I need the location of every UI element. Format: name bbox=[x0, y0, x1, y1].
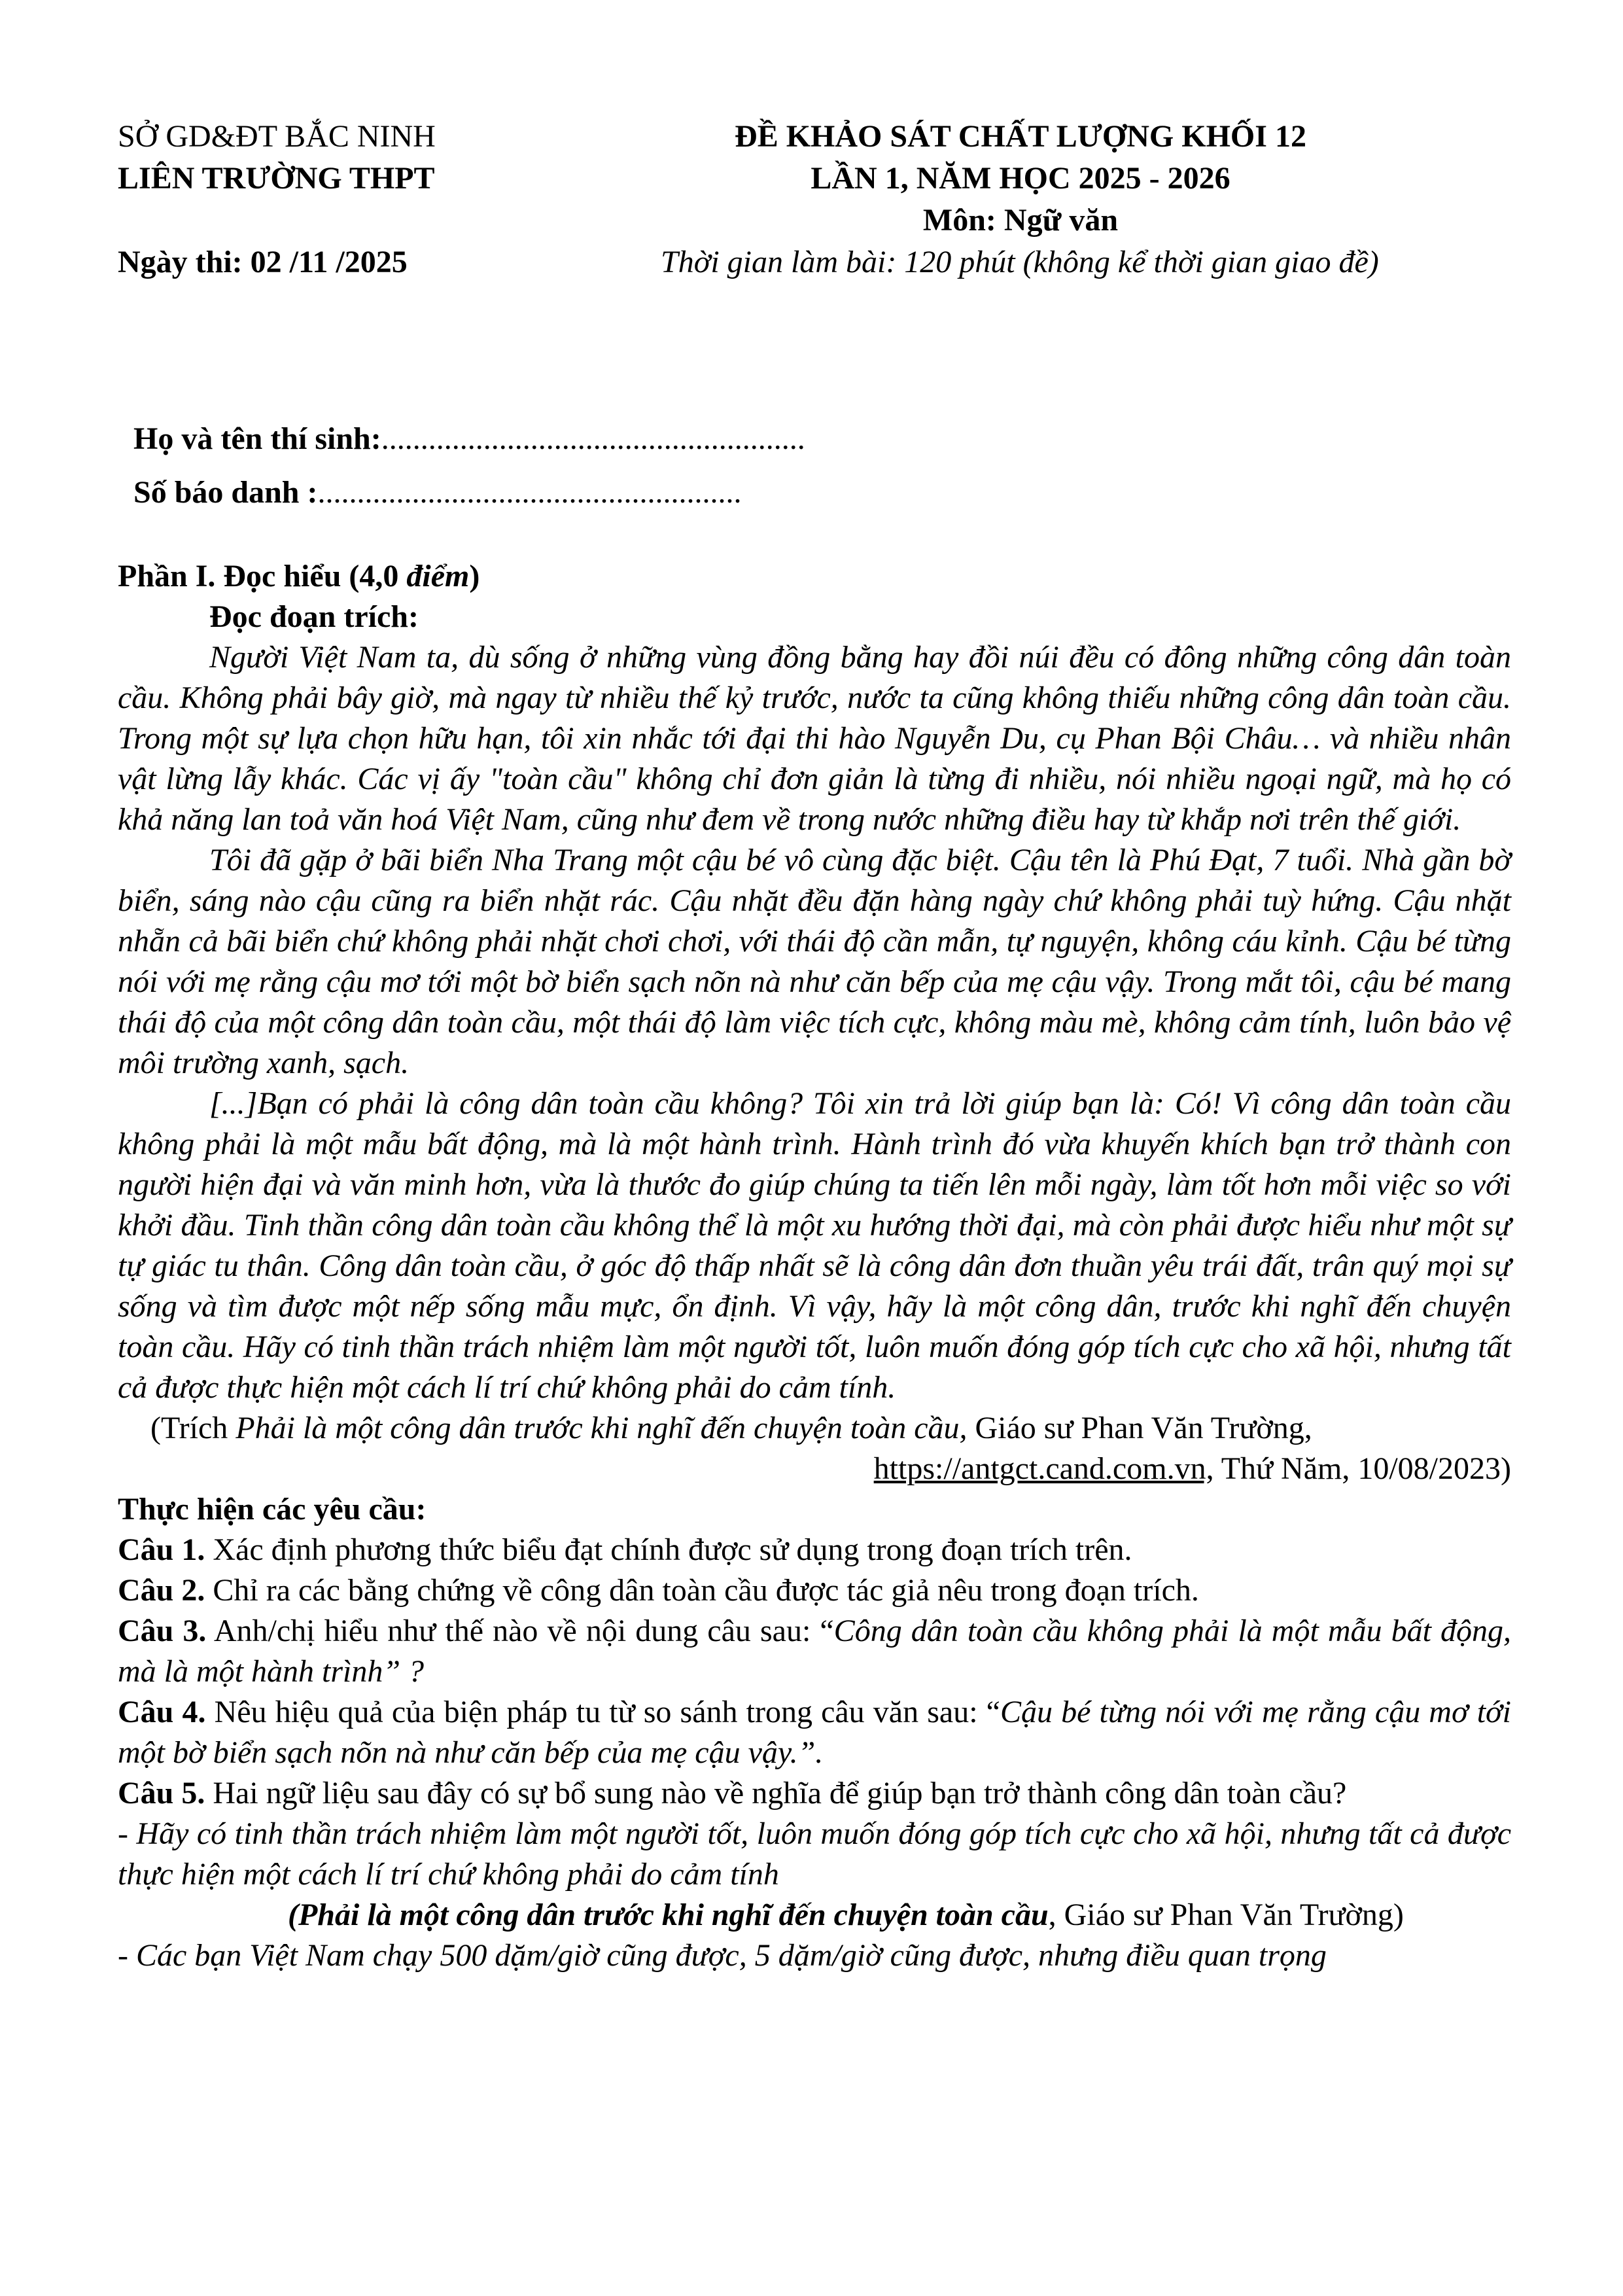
question-5-source-1: (Phải là một công dân trước khi nghĩ đến chuyện toàn cầu, Giáo sư Phan Văn Trường) bbox=[288, 1898, 1404, 1932]
part1-title: Phần I. Đọc hiểu (4,0 điểm) bbox=[118, 559, 480, 593]
candidate-id-field[interactable]: ...................................................... bbox=[317, 475, 742, 510]
exam-date: Ngày thi: 02 /11 /2025 bbox=[118, 245, 408, 279]
header-row-1 bbox=[118, 116, 1511, 157]
question-5: Câu 5. Hai ngữ liệu sau đây có sự bổ sung nào về nghĩa để giúp bạn trở thành công dân toàn cầu? bbox=[118, 1776, 1347, 1810]
candidate-id-line bbox=[133, 472, 741, 513]
candidate-id-label: Số báo danh : bbox=[133, 475, 318, 510]
header-row-3 bbox=[118, 200, 1511, 241]
subject: Môn: Ngữ văn bbox=[922, 203, 1119, 238]
exam-title: ĐỀ KHẢO SÁT CHẤT LƯỢNG KHỐI 12 bbox=[735, 119, 1306, 154]
candidate-name-field[interactable]: ...................................................... bbox=[381, 421, 805, 456]
department-name: SỞ GD&ĐT BẮC NINH bbox=[118, 119, 436, 154]
exam-duration: Thời gian làm bài: 120 phút (không kể thời gian giao đề) bbox=[661, 245, 1379, 279]
excerpt-source-url-line: https://antgct.cand.com.vn, Thứ Năm, 10/08/2023) bbox=[873, 1451, 1511, 1486]
excerpt-source: (Trích Phải là một công dân trước khi nghĩ đến chuyện toàn cầu, Giáo sư Phan Văn Trường, bbox=[150, 1411, 1312, 1445]
candidate-name-label: Họ và tên thí sinh: bbox=[133, 421, 381, 456]
source-link[interactable]: https://antgct.cand.com.vn, bbox=[873, 1451, 1214, 1486]
header-row-2 bbox=[118, 158, 1511, 199]
question-1: Câu 1. Xác định phương thức biểu đạt chính được sử dụng trong đoạn trích trên. bbox=[118, 1532, 1132, 1567]
school-name: LIÊN TRƯỜNG THPT bbox=[118, 161, 435, 196]
candidate-name-line bbox=[133, 419, 805, 459]
exam-round: LẦN 1, NĂM HỌC 2025 - 2026 bbox=[811, 161, 1230, 196]
exam-body bbox=[118, 556, 1511, 1976]
read-excerpt-label: Đọc đoạn trích: bbox=[209, 599, 419, 634]
tasks-heading: Thực hiện các yêu cầu: bbox=[118, 1492, 427, 1527]
question-4: Câu 4. Nêu hiệu quả của biện pháp tu từ so sánh trong câu văn sau: “Cậu bé từng nói với mẹ rằng cậu mơ tới một bờ biển sạch nõn nà như căn bếp của mẹ cậu vậy.”. bbox=[118, 1695, 1512, 1770]
question-2: Câu 2. Chỉ ra các bằng chứng về công dân toàn cầu được tác giả nêu trong đoạn trích. bbox=[118, 1573, 1199, 1608]
excerpt-paragraph-1: Người Việt Nam ta, dù sống ở những vùng đồng bằng hay đồi núi đều có đông những công dân toàn cầu. Không phải bây giờ, mà ngay từ nhiều thế kỷ trước, nước ta cũng không thiếu những công dân toàn cầu. Trong một sự lựa chọn hữu hạn, tôi xin nhắc tới đại thi hào Nguyễn Du, cụ Phan Bội Châu… và nhiều nhân vật lừng lẫy khác. Các vị ấy "toàn cầu" không chỉ đơn giản là từng đi nhiều, nói nhiều ngoại ngữ, mà họ có khả năng lan toả văn hoá Việt Nam, cũng như đem về trong nước những điều hay từ khắp nơi trên thế giới. bbox=[118, 640, 1511, 837]
excerpt-paragraph-3: [...]Bạn có phải là công dân toàn cầu không? Tôi xin trả lời giúp bạn là: Có! Vì công dân toàn cầu không phải là một mẫu bất động, mà là một hành trình. Hành trình đó vừa khuyến khích bạn trở thành con người hiện đại và văn minh hơn, vừa là thước đo giúp chúng ta tiến lên mỗi ngày, làm tốt hơn mỗi việc so với khởi đầu. Tinh thần công dân toàn cầu không thể là một xu hướng thời đại, mà còn phải được hiểu như một sự tự giác tu thân. Công dân toàn cầu, ở góc độ thấp nhất sẽ là công dân đơn thuần yêu trái đất, trân quý mọi sự sống và tìm được một nếp sống mẫu mực, ổn định. Vì vậy, hãy là một công dân, trước khi nghĩ đến chuyện toàn cầu. Hãy có tinh thần trách nhiệm làm một người tốt, luôn muốn đóng góp tích cực cho xã hội, nhưng tất cả được thực hiện một cách lí trí chứ không phải do cảm tính. bbox=[118, 1086, 1511, 1405]
question-5-quote-1: - Hãy có tinh thần trách nhiệm làm một người tốt, luôn muốn đóng góp tích cực cho xã hội, nhưng tất cả được thực hiện một cách lí trí chứ không phải do cảm tính bbox=[118, 1816, 1511, 1892]
question-5-quote-2: - Các bạn Việt Nam chạy 500 dặm/giờ cũng được, 5 dặm/giờ cũng được, nhưng điều quan trọng bbox=[118, 1938, 1327, 1973]
header-row-4 bbox=[118, 242, 1511, 283]
question-3: Câu 3. Anh/chị hiểu như thế nào về nội dung câu sau: “Công dân toàn cầu không phải là một mẫu bất động, mà là một hành trình” ? bbox=[118, 1614, 1512, 1689]
excerpt-paragraph-2: Tôi đã gặp ở bãi biển Nha Trang một cậu bé vô cùng đặc biệt. Cậu tên là Phú Đạt, 7 tuổi. Nhà gần bờ biển, sáng nào cậu cũng ra biển nhặt rác. Cậu nhặt đều đặn hàng ngày chứ không phải tuỳ hứng. Cậu nhặt nhẵn cả bãi biển chứ không phải nhặt chơi chơi, với thái độ cần mẫn, tự nguyện, không cáu kỉnh. Cậu bé từng nói với mẹ rằng cậu mơ tới một bờ biển sạch nõn nà như căn bếp của mẹ cậu vậy. Trong mắt tôi, cậu bé mang thái độ của một công dân toàn cầu, một thái độ làm việc tích cực, không màu mè, không cảm tính, luôn bảo vệ môi trường xanh, sạch. bbox=[118, 843, 1511, 1080]
